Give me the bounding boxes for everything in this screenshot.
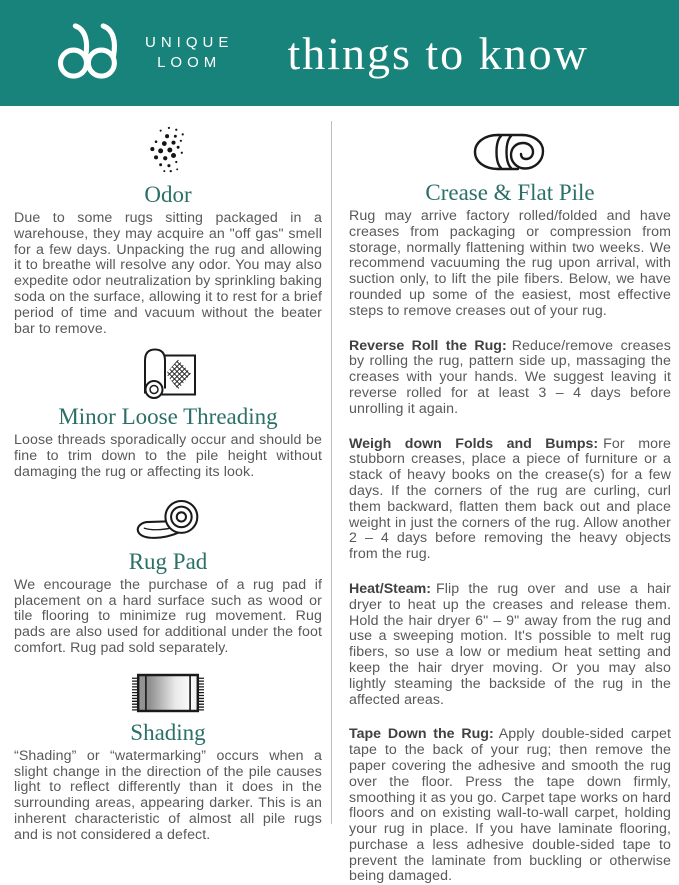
tip-reverse-roll <box>349 339 671 418</box>
tip-weigh-down <box>349 437 671 563</box>
section-title-threading: Minor Loose Threading <box>58 404 278 430</box>
tip-text-heat-steam: Flip the rug over and use a hair dryer to heat up the creases and release them. Hold the hair dryer 6" – 9" away from the rug and use a sweeping motion. It's possible to melt rug fibers, so use a low or medium heat setting and keep the hair dryer moving. Or you may also lightly steaming the backside of the rug in the affected areas. <box>349 580 671 708</box>
tip-label-weigh-down: Weigh down Folds and Bumps: <box>349 435 599 452</box>
section-rug-pad <box>14 494 322 657</box>
brand-line1: UNIQUE <box>145 33 234 51</box>
rug-pad-roll-icon <box>14 494 322 544</box>
tip-label-heat-steam: Heat/Steam: <box>349 580 432 597</box>
rolled-rug-spiral-icon <box>349 128 671 175</box>
tip-heat-steam <box>349 582 671 708</box>
tip-text-weigh-down: For more stubborn creases, place a piece of furniture or a stack of heavy books on the crease(s) for a few days. If the corners of the rug are curling, curl them backward, flatten them back out and place weight in just the corners of the rug. Allow another 2 – 4 days before removing the heavy objects from the rug. <box>349 435 671 563</box>
section-body-shading: “Shading” or “watermarking” occurs when a slight change in the direction of the pile causes light to reflect differently than it does in the surrounding areas, appearing darker. This is an inherent characteristic of almost all pile rugs and is not considered a defect. <box>14 747 322 843</box>
section-body-odor: Due to some rugs sitting packaged in a warehouse, they may acquire an "off gas" smell for a few days. Unpacking the rug and allowing it to breathe will resolve any odor. You may also expedite odor neutralization by sprinkling baking soda on the surface, allowing it to rest for a brief period of time and vacuum without the beater bar to remove. <box>14 210 322 337</box>
section-title-odor: Odor <box>144 182 192 207</box>
section-title-shading: Shading <box>130 719 206 745</box>
section-odor <box>14 121 322 337</box>
section-title-crease: Crease & Flat Pile <box>425 180 595 205</box>
odor-dots-icon <box>14 121 322 177</box>
section-crease-flat-pile <box>349 128 671 885</box>
shaded-rug-icon <box>14 670 322 715</box>
section-title-rug-pad: Rug Pad <box>128 548 208 574</box>
section-body-rug-pad: We encourage the purchase of a rug pad if placement on a hard surface such as wood or tile flooring to minimize rug movement. Rug pads are also used for additional under the foot comfort. Rug pad sold separately. <box>14 576 322 656</box>
tip-text-tape-down: Apply double-sided carpet tape to the back of your rug; then remove the paper covering the adhesive and smooth the rug over the floor. Press the tape down firmly, smoothing it as you go. Carpet tape works on hard floors and on existing wall-to-wall carpet, holding your rug in place. If you have laminate flooring, purchase a less adhesive double-sided tape to prevent the laminate from buckling or otherwise being damaged. <box>349 726 671 885</box>
brand-name <box>145 33 233 74</box>
left-column <box>0 121 331 843</box>
content-area <box>0 106 679 885</box>
brand-logo-group <box>54 20 233 87</box>
rolled-rug-threading-icon <box>14 344 322 399</box>
tip-text-reverse-roll: Reduce/remove creases by rolling the rug, pattern side up, massaging the creases with your hands. We suggest leaving it reverse rolled for at least 3 – 4 days before unrolling it again. <box>349 337 671 417</box>
tip-tape-down <box>349 727 671 885</box>
tip-label-tape-down: Tape Down the Rug: <box>349 726 494 743</box>
section-minor-loose-threading <box>14 344 322 480</box>
section-shading <box>14 670 322 844</box>
right-column <box>331 121 679 885</box>
tip-label-reverse-roll: Reverse Roll the Rug: <box>349 337 507 354</box>
page-title: things to know <box>287 27 589 79</box>
section-body-threading: Loose threads sporadically occur and should be fine to trim down to the pile height without damaging the rug or affecting its look. <box>14 432 322 480</box>
section-intro-crease: Rug may arrive factory rolled/folded and have creases from packaging or compression from storage, normally flattening within two weeks. We recommend vacuuming the rug upon arrival, with suction only, to lift the pile fibers. Below, we have rounded up some of the easiest, most effective steps to remove creases out of your rug. <box>349 208 671 319</box>
header-banner <box>0 0 679 106</box>
brand-line2: LOOM <box>157 54 222 71</box>
unique-loom-double-loop-logo-icon <box>54 20 132 87</box>
